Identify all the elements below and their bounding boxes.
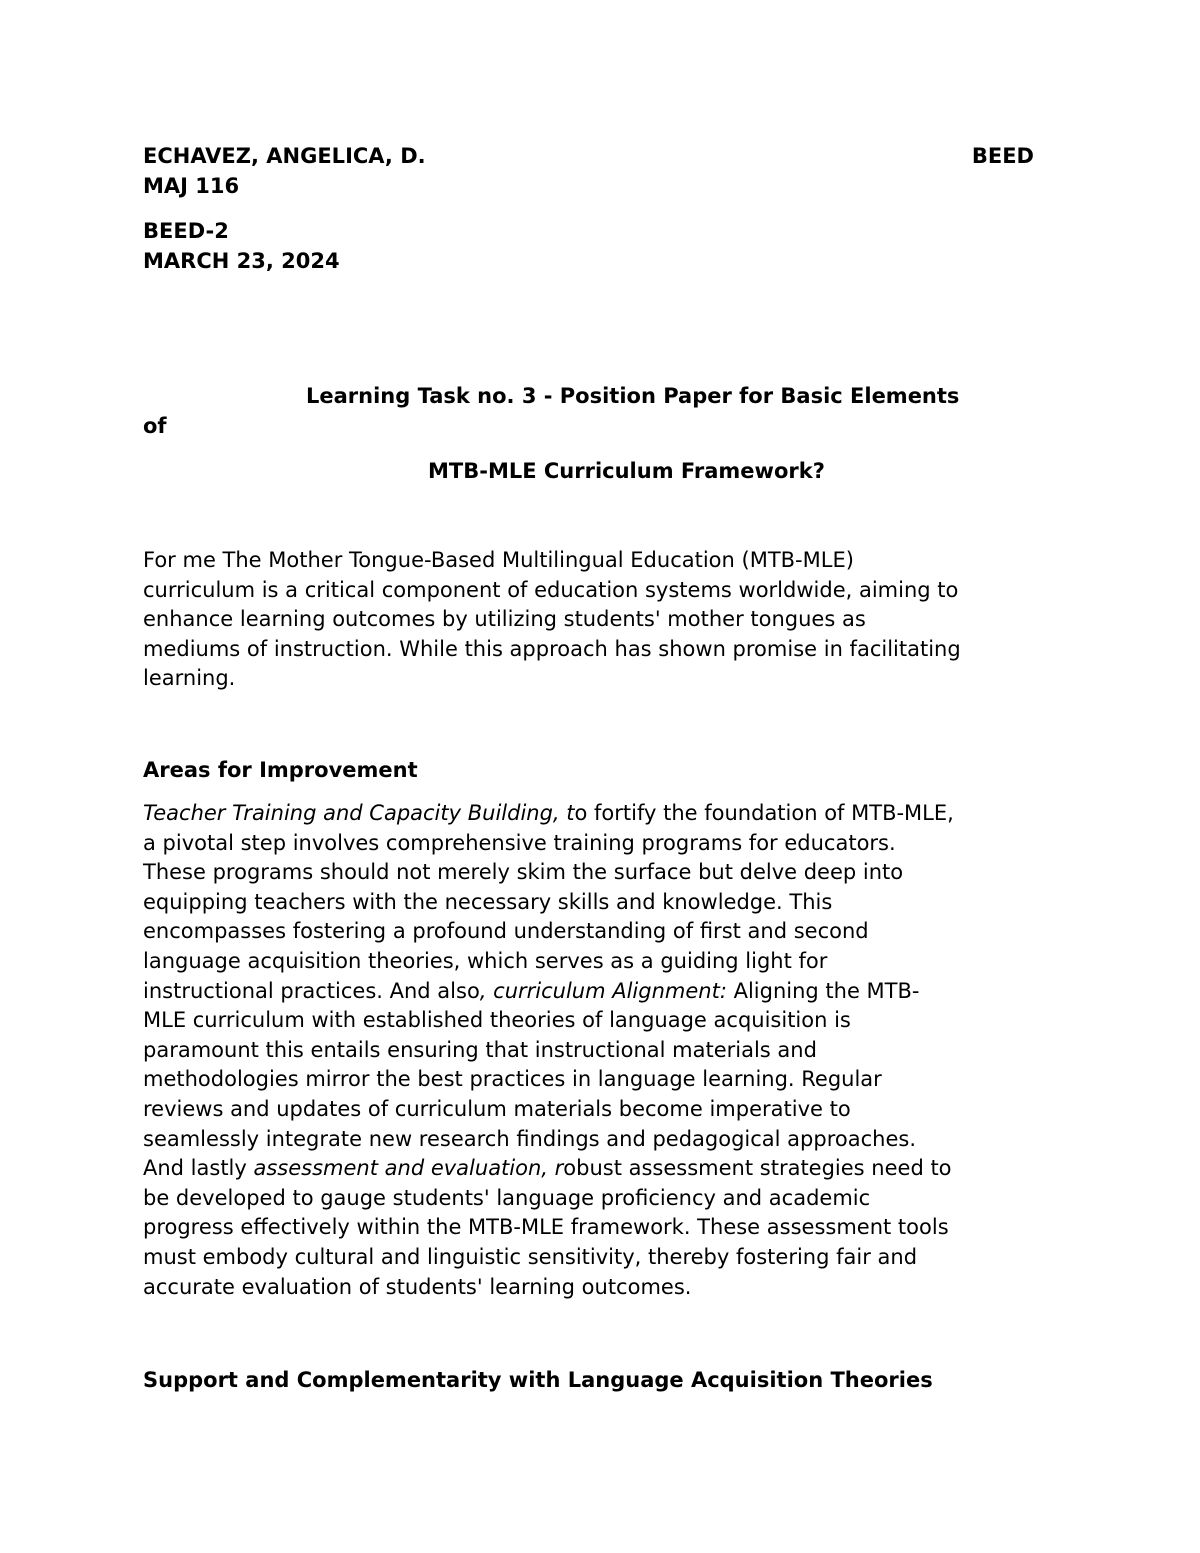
support-heading: Support and Complementarity with Language Acquisition Theories bbox=[143, 1368, 933, 1392]
assessment-term: assessment and evaluation, r bbox=[253, 1156, 564, 1181]
date-label: MARCH 23, 2024 bbox=[143, 249, 340, 273]
intro-line: mediums of instruction. While this approach has shown promise in facilitating bbox=[143, 636, 961, 661]
areas-line: a pivotal step involves comprehensive training programs for educators. bbox=[143, 830, 896, 855]
subject-code: MAJ 116 bbox=[143, 174, 240, 198]
areas-line: language acquisition theories, which serves as a guiding light for bbox=[143, 948, 828, 973]
intro-paragraph bbox=[143, 546, 1063, 694]
areas-line: And lastly assessment and evaluation, robust assessment strategies need to bbox=[143, 1156, 952, 1181]
title-line-1: Learning Task no. 3 - Position Paper for Basic Elements bbox=[306, 384, 960, 408]
areas-line: These programs should not merely skim the surface but delve deep into bbox=[143, 860, 904, 885]
areas-line: MLE curriculum with established theories of language acquisition is bbox=[143, 1008, 851, 1033]
title-line-1-tail: of bbox=[143, 414, 167, 438]
areas-line: Teacher Training and Capacity Building, to fortify the foundation of MTB-MLE, bbox=[143, 801, 954, 825]
areas-paragraph bbox=[143, 799, 1063, 1302]
areas-line: accurate evaluation of students' learning outcomes. bbox=[143, 1274, 692, 1299]
areas-line: encompasses fostering a profound understanding of first and second bbox=[143, 919, 869, 944]
section-label: BEED-2 bbox=[143, 219, 229, 243]
areas-line: seamlessly integrate new research findings and pedagogical approaches. bbox=[143, 1126, 916, 1151]
areas-heading: Areas for Improvement bbox=[143, 758, 418, 782]
intro-line: learning. bbox=[143, 666, 236, 691]
intro-line: curriculum is a critical component of education systems worldwide, aiming to bbox=[143, 577, 959, 602]
areas-line: instructional practices. And also, curriculum Alignment: Aligning the MTB- bbox=[143, 978, 920, 1003]
areas-line: progress effectively within the MTB-MLE framework. These assessment tools bbox=[143, 1215, 949, 1240]
teacher-training-term: Teacher Training and Capacity Building, t bbox=[143, 801, 575, 825]
student-name: ECHAVEZ, ANGELICA, D. bbox=[143, 144, 426, 168]
areas-line: paramount this entails ensuring that instructional materials and bbox=[143, 1037, 817, 1062]
areas-line: be developed to gauge students' language proficiency and academic bbox=[143, 1185, 871, 1210]
curriculum-alignment-term: , curriculum Alignment: bbox=[479, 978, 727, 1003]
intro-line: enhance learning outcomes by utilizing students' mother tongues as bbox=[143, 607, 866, 632]
areas-line: must embody cultural and linguistic sensitivity, thereby fostering fair and bbox=[143, 1244, 918, 1269]
areas-line: methodologies mirror the best practices in language learning. Regular bbox=[143, 1067, 882, 1092]
intro-line: For me The Mother Tongue-Based Multilingual Education (MTB-MLE) bbox=[143, 548, 854, 572]
course-label: BEED bbox=[971, 144, 1034, 168]
areas-line: reviews and updates of curriculum materials become imperative to bbox=[143, 1096, 851, 1121]
areas-line: equipping teachers with the necessary skills and knowledge. This bbox=[143, 889, 833, 914]
title-line-2: MTB-MLE Curriculum Framework? bbox=[428, 459, 825, 483]
